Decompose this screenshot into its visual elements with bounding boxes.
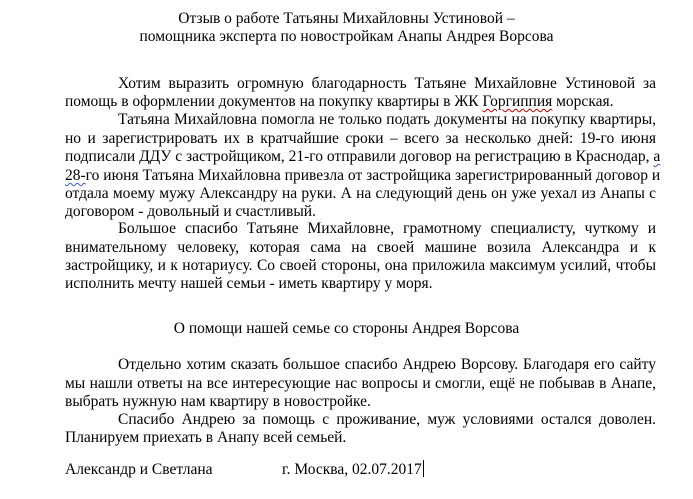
paragraph-2-line-3 bbox=[65, 147, 661, 166]
paragraph-2-line-5: отдала моему мужу Александру на руки. А на следующий день он уже уехал из Анапы с bbox=[65, 185, 656, 202]
paragraph-4-line-3: выбрать нужную нам квартиру в новостройке. bbox=[65, 393, 371, 410]
paragraph-2-text-a: подписали ДДУ с застройщиком, 21-го отправили договор на регистрацию в Краснодар, bbox=[65, 148, 654, 165]
paragraph-1-line-1: Хотим выразить огромную благодарность Татьяне Михайловне Устиновой за bbox=[118, 75, 656, 92]
section-subtitle: О помощи нашей семье со стороны Андрея Ворсова bbox=[173, 320, 520, 337]
grammar-mark-2: 28- bbox=[65, 167, 86, 184]
paragraph-4-line-1: Отдельно хотим сказать большое спасибо Андрею Ворсову. Благодаря его сайту bbox=[118, 356, 656, 373]
paragraph-2-line-4 bbox=[65, 166, 661, 185]
paragraph-2-line-2: но и зарегистрировать их в кратчайшие сроки – всего за несколько дней: 19-го июня bbox=[65, 130, 656, 147]
paragraph-2-text-b: го июня Татьяна Михайловна привезла от застройщика зарегистрированный договор и bbox=[85, 167, 661, 184]
text-cursor bbox=[423, 460, 424, 477]
paragraph-1-text-c: морская. bbox=[552, 93, 614, 110]
paragraph-1-text-a: помощь в оформлении документов на покупку квартиры в ЖК bbox=[65, 93, 483, 110]
paragraph-2-line-1: Татьяна Михайловна помогла не только подать документы на покупку квартиры, bbox=[118, 111, 656, 128]
paragraph-2-line-6: договором - довольный и счастливый. bbox=[65, 203, 316, 220]
paragraph-1-line-2 bbox=[65, 92, 656, 111]
paragraph-3-line-2: внимательному человеку, которая сама на своей машине возила Александра и к bbox=[65, 239, 656, 256]
spellcheck-word: Горгиппия bbox=[482, 93, 553, 110]
signature-place-date bbox=[282, 460, 424, 479]
paragraph-3-line-4: исполнить мечту нашей семьи - иметь квартиру у моря. bbox=[65, 275, 433, 292]
paragraph-3-line-1: Большое спасибо Татьяне Михайловне, грамотному специалисту, чуткому и bbox=[118, 220, 656, 237]
paragraph-5-line-1: Спасибо Андрею за помощь с проживание, муж условиями остался доволен. bbox=[118, 411, 656, 428]
title-line-2: помощника эксперта по новостройкам Анапы Андрея Ворсова bbox=[139, 28, 554, 45]
paragraph-4-line-2: мы нашли ответы на все интересующие нас вопросы и смогли, ещё не побывав в Анапе, bbox=[65, 375, 656, 392]
paragraph-3-line-3: застройщику, и к нотариусу. Со своей стороны, она приложила максимум усилий, чтобы bbox=[65, 257, 656, 274]
title-line-1: Отзыв о работе Татьяны Михайловны Устиновой – bbox=[178, 10, 515, 27]
signature-names: Александр и Светлана bbox=[65, 461, 213, 478]
grammar-mark: а bbox=[653, 148, 661, 165]
place-date-text: г. Москва, 02.07.2017 bbox=[282, 461, 422, 478]
paragraph-5-line-2: Планируем приехать в Анапу всей семьей. bbox=[65, 429, 347, 446]
